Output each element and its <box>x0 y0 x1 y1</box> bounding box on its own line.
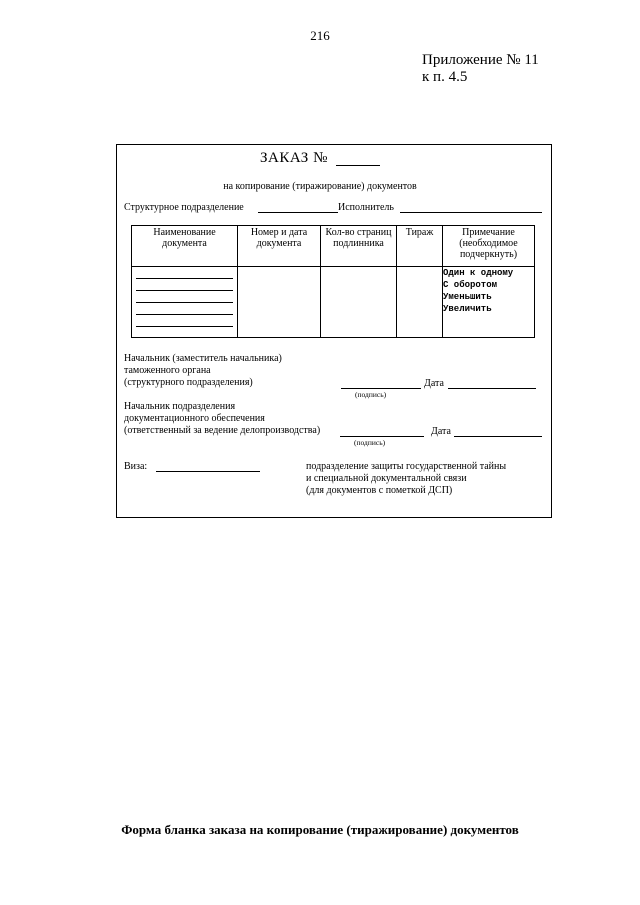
form-subtitle: на копирование (тиражирование) документов <box>223 181 417 192</box>
note-option-one-to-one[interactable]: Один к одному <box>443 268 514 278</box>
visa-department-line: (для документов с пометкой ДСП) <box>306 485 453 496</box>
doc-support-line: Начальник подразделения <box>124 401 236 412</box>
document-name-line[interactable] <box>136 315 233 327</box>
column-header-number-date: Номер и дата документа <box>238 226 321 267</box>
form-caption: Форма бланка заказа на копирование (тиражирование) документов <box>121 822 519 837</box>
document-name-line[interactable] <box>136 303 233 315</box>
head-block-line: таможенного органа <box>124 365 211 376</box>
doc-support-signature-caption: (подпись) <box>354 438 386 447</box>
note-option-reduce[interactable]: Уменьшить <box>443 292 492 302</box>
document-name-line[interactable] <box>136 267 233 279</box>
doc-support-signature-field[interactable] <box>340 436 424 437</box>
document-name-line[interactable] <box>136 291 233 303</box>
visa-label: Виза: <box>124 461 148 472</box>
department-field[interactable] <box>258 212 338 213</box>
head-block <box>124 353 282 389</box>
column-header-page-count: Кол-во страниц подлинника <box>321 226 397 267</box>
note-option-enlarge[interactable]: Увеличить <box>443 304 492 314</box>
document-name-line[interactable] <box>136 279 233 291</box>
table-header-row <box>132 226 535 267</box>
executor-field[interactable] <box>400 212 542 213</box>
note-option-double-sided[interactable]: С оборотом <box>443 280 498 290</box>
appendix-reference <box>422 52 539 86</box>
column-header-document-name: Наименование документа <box>132 226 238 267</box>
number-date-cell[interactable] <box>238 267 321 338</box>
head-signature-caption: (подпись) <box>355 390 387 399</box>
head-signature-field[interactable] <box>341 388 421 389</box>
doc-support-date-label: Дата <box>431 426 451 437</box>
doc-support-block <box>124 401 320 437</box>
visa-department-line: подразделение защиты государственной тайны <box>306 461 507 472</box>
documents-table <box>131 225 535 338</box>
doc-support-line: документационного обеспечения <box>124 413 265 424</box>
visa-field[interactable] <box>156 471 260 472</box>
form-title: ЗАКАЗ № <box>260 150 328 166</box>
note-cell <box>443 267 535 338</box>
executor-label: Исполнитель <box>338 202 394 213</box>
order-number-field[interactable] <box>336 165 380 166</box>
column-header-circulation: Тираж <box>397 226 443 267</box>
circulation-cell[interactable] <box>397 267 443 338</box>
doc-support-line: (ответственный за ведение делопроизводства) <box>124 425 321 436</box>
doc-support-date-field[interactable] <box>454 436 542 437</box>
head-block-line: Начальник (заместитель начальника) <box>124 353 282 364</box>
head-date-field[interactable] <box>448 388 536 389</box>
appendix-clause: к п. 4.5 <box>422 69 468 85</box>
page-number: 216 <box>310 28 330 43</box>
table-row <box>132 267 535 338</box>
page-count-cell[interactable] <box>321 267 397 338</box>
visa-department <box>306 461 506 497</box>
head-date-label: Дата <box>424 378 444 389</box>
visa-department-line: и специальной документальной связи <box>306 473 467 484</box>
department-label: Структурное подразделение <box>124 202 244 213</box>
head-block-line: (структурного подразделения) <box>124 377 253 388</box>
document-name-cell[interactable] <box>132 267 238 338</box>
column-header-note: Примечание (необходимое подчеркнуть) <box>443 226 535 267</box>
appendix-number: Приложение № 11 <box>422 52 539 68</box>
